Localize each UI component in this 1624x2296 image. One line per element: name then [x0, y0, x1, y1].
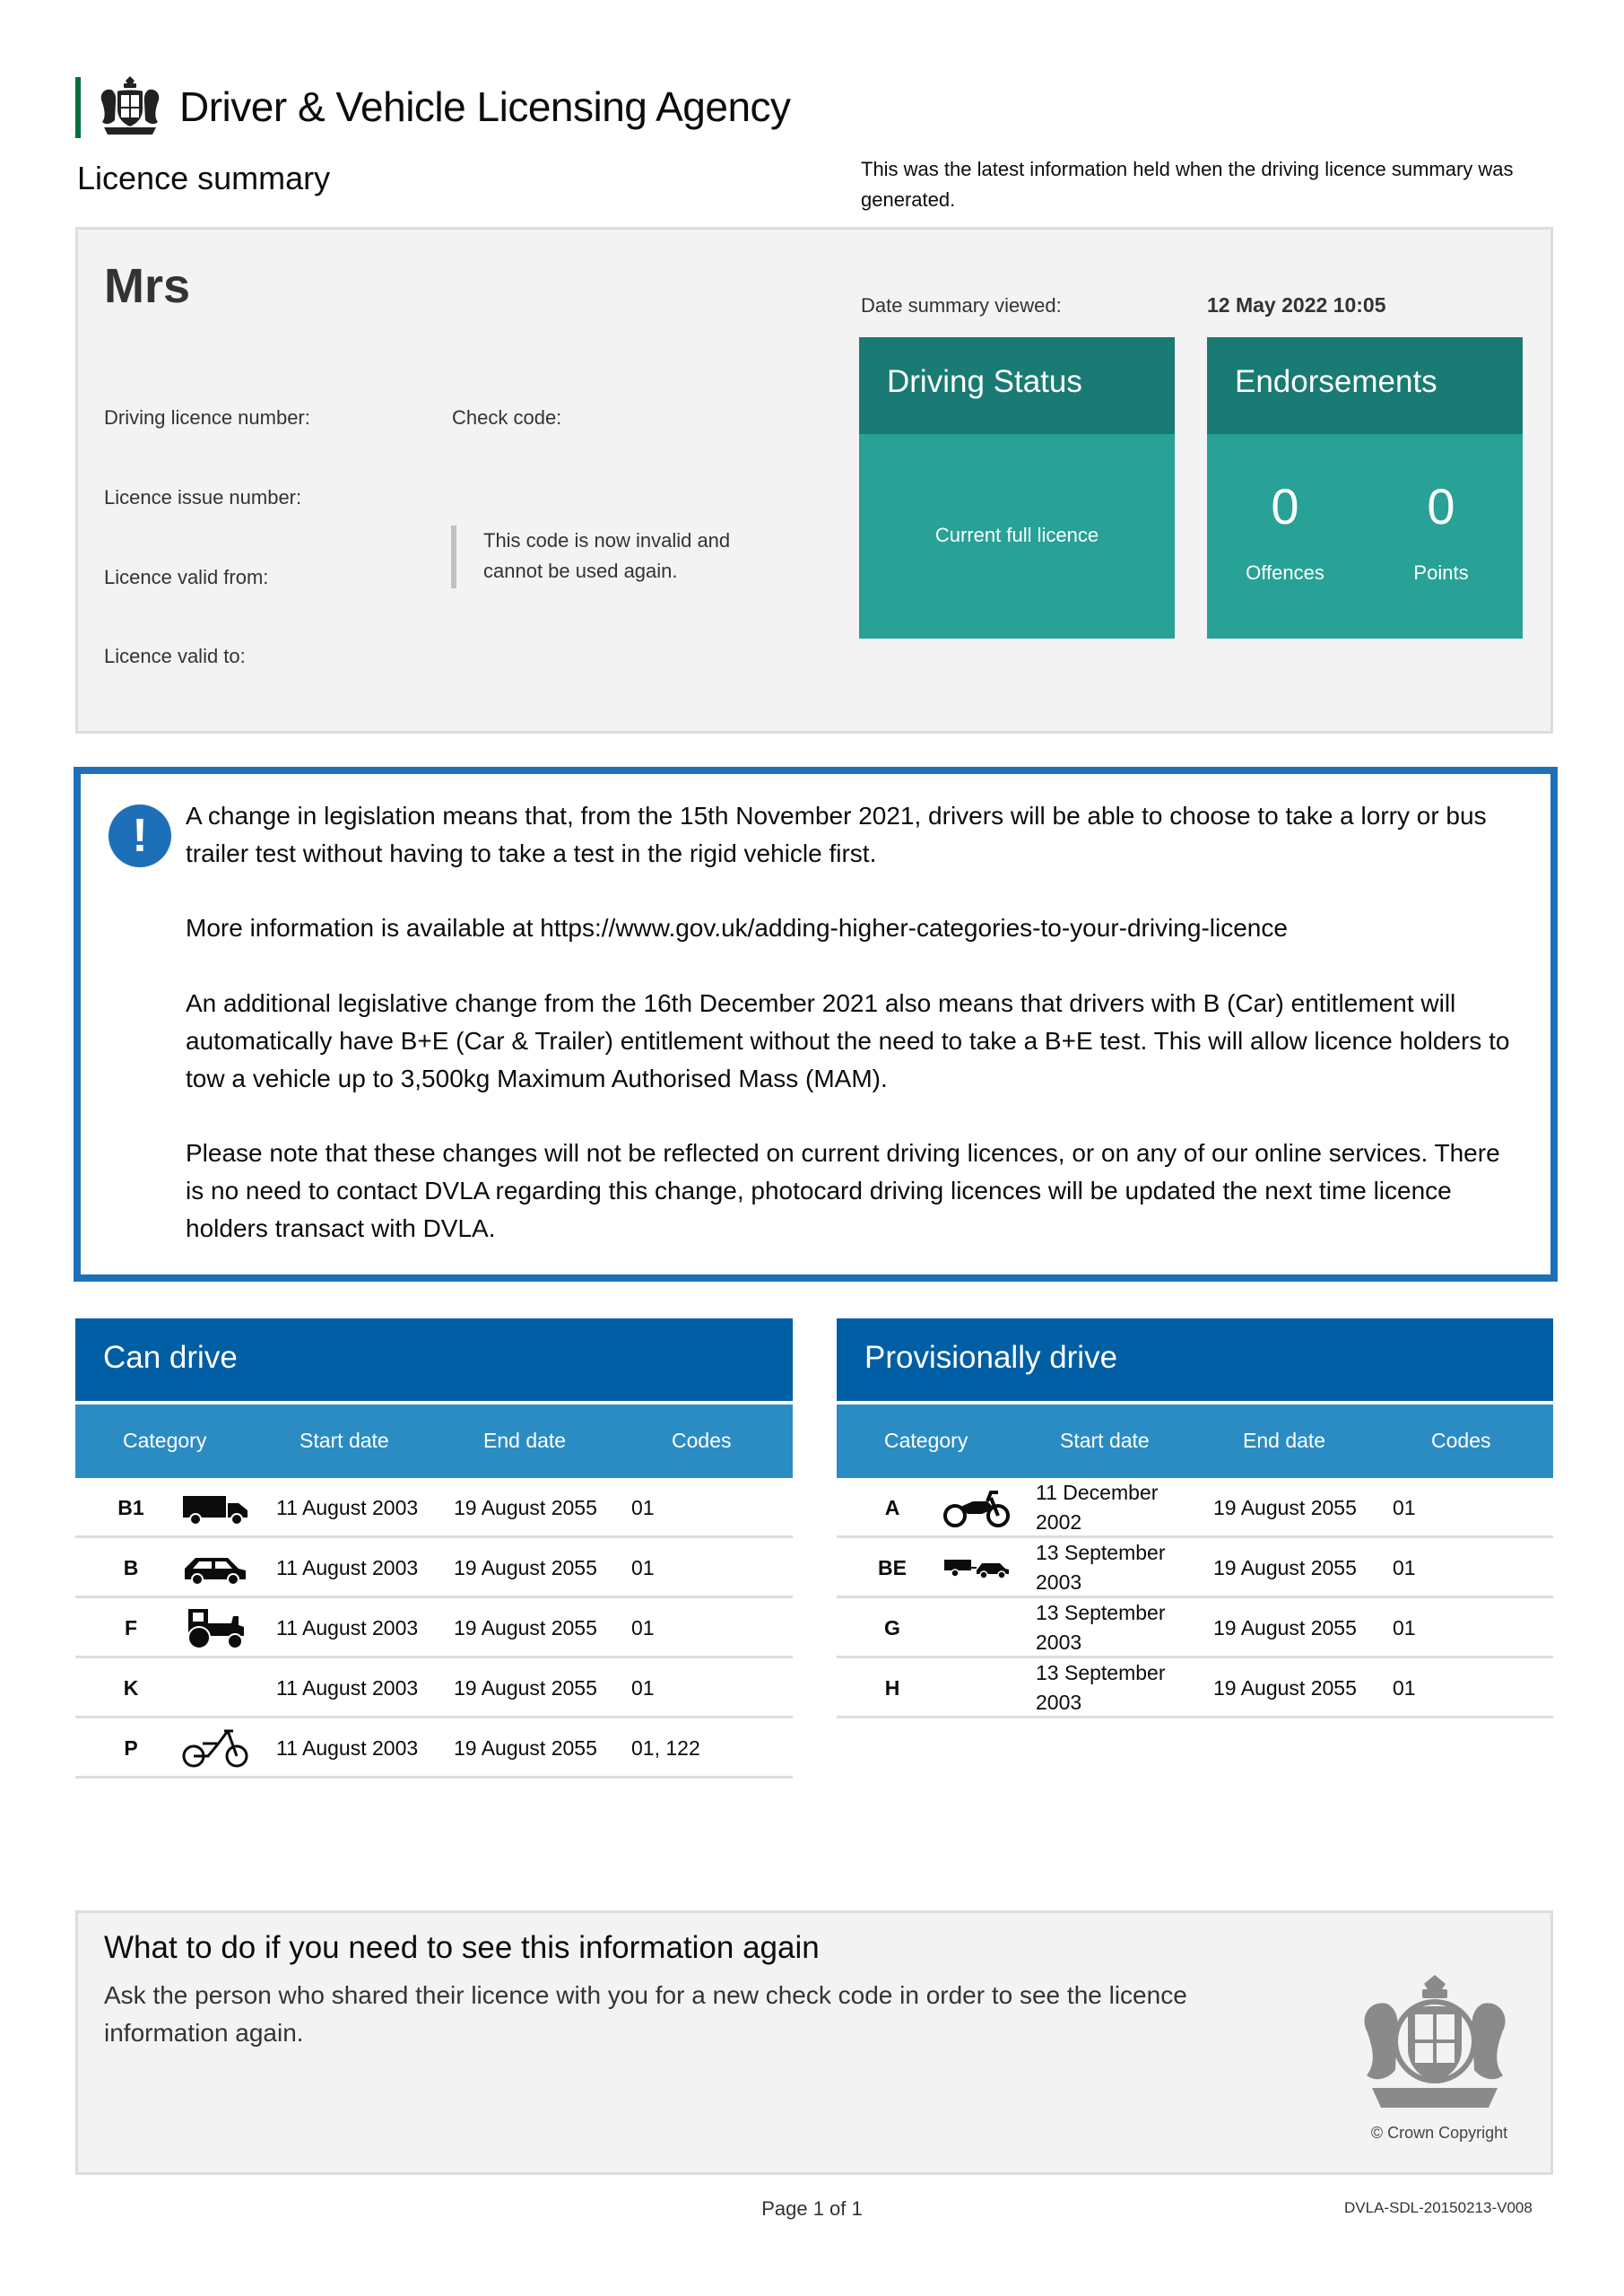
exclamation-icon: !	[109, 804, 171, 867]
offences-label: Offences	[1246, 561, 1324, 584]
column-codes: Codes	[672, 1429, 732, 1452]
codes: 01, 122	[631, 1736, 700, 1760]
category-code: B1	[117, 1496, 144, 1519]
driving-status-title: Driving Status	[859, 337, 1175, 434]
column-category: Category	[123, 1429, 207, 1452]
royal-crest-icon	[93, 75, 167, 138]
start-date: 11 August 2003	[276, 1496, 419, 1519]
agency-name: Driver & Vehicle Licensing Agency	[179, 83, 791, 130]
tractor-icon	[181, 1605, 249, 1650]
codes: 01	[631, 1496, 655, 1519]
car-trailer-icon	[942, 1556, 1011, 1579]
valid-to-label: Licence valid to:	[104, 645, 246, 667]
page-number: Page 1 of 1	[761, 2197, 863, 2220]
column-start-date: Start date	[300, 1429, 389, 1452]
category-code: P	[124, 1736, 138, 1760]
see-again-text: Ask the person who shared their licence with you for a new check code in order to see the licence information again.	[104, 1981, 1187, 2047]
column-end-date: End date	[1243, 1429, 1326, 1452]
category-code: H	[884, 1676, 900, 1700]
page-title: Licence summary	[77, 160, 331, 196]
category-code: G	[884, 1616, 900, 1639]
endorsements-card	[1207, 337, 1523, 639]
table-row	[837, 1478, 1553, 1538]
latest-info-note: This was the latest information held when the driving licence summary was generated.	[861, 158, 1514, 211]
codes: 01	[1393, 1676, 1416, 1700]
end-date: 19 August 2055	[1213, 1556, 1357, 1579]
end-date: 19 August 2055	[454, 1496, 597, 1519]
provisionally-drive-table	[837, 1318, 1553, 1718]
codes: 01	[1393, 1616, 1416, 1639]
date-viewed-value: 12 May 2022 10:05	[1207, 293, 1386, 317]
codes: 01	[631, 1556, 655, 1579]
category-code: F	[124, 1616, 138, 1639]
can-drive-title: Can drive	[75, 1318, 793, 1401]
start-date-line-1: 13 September	[1036, 1601, 1166, 1624]
end-date: 19 August 2055	[1213, 1496, 1357, 1519]
codes: 01	[631, 1676, 655, 1700]
table-row	[837, 1538, 1553, 1598]
moped-icon	[181, 1727, 249, 1769]
car-icon	[181, 1551, 249, 1587]
brand-bar	[75, 77, 81, 138]
start-date-line-1: 13 September	[1036, 1661, 1166, 1684]
van-icon	[181, 1491, 249, 1526]
points-count: 0	[1427, 478, 1455, 535]
notice-paragraph-1: A change in legislation means that, from the 15th November 2021, drivers will be able to choose to take a lorry or bus trailer test without having to take a test in the rigid vehicle first.	[186, 802, 1487, 867]
table-row	[837, 1598, 1553, 1658]
date-viewed-label: Date summary viewed:	[861, 294, 1062, 317]
table-row	[837, 1658, 1553, 1718]
check-code-label: Check code:	[452, 406, 562, 429]
provisionally-drive-title: Provisionally drive	[837, 1318, 1553, 1401]
table-row	[75, 1598, 793, 1658]
category-code: A	[884, 1496, 900, 1519]
table-row	[75, 1658, 793, 1718]
codes: 01	[631, 1616, 655, 1639]
start-date: 11 August 2003	[276, 1616, 419, 1639]
codes: 01	[1393, 1556, 1416, 1579]
document-reference: DVLA-SDL-20150213-V008	[1344, 2199, 1533, 2216]
table-row	[75, 1538, 793, 1598]
royal-coat-of-arms-icon	[1345, 1973, 1524, 2126]
start-date: 11 August 2003	[276, 1556, 419, 1579]
start-date-line-1: 13 September	[1036, 1541, 1166, 1564]
check-code-invalid-note: This code is now invalid and cannot be used again.	[451, 526, 747, 588]
driving-status-value: Current full licence	[934, 524, 1099, 546]
can-drive-table	[75, 1318, 793, 1779]
column-start-date: Start date	[1060, 1429, 1150, 1452]
end-date: 19 August 2055	[454, 1556, 597, 1579]
end-date: 19 August 2055	[1213, 1616, 1357, 1639]
column-end-date: End date	[483, 1429, 567, 1452]
can-drive-column-headers	[75, 1405, 793, 1478]
see-again-title: What to do if you need to see this information again	[104, 1930, 820, 1965]
provisional-column-headers	[837, 1405, 1553, 1478]
end-date: 19 August 2055	[454, 1676, 597, 1700]
table-row	[75, 1718, 793, 1779]
notice-paragraph-2: More information is available at https://www.gov.uk/adding-higher-categories-to-your-driving-licence	[186, 914, 1288, 942]
start-date-line-2: 2003	[1036, 1570, 1082, 1594]
end-date: 19 August 2055	[1213, 1676, 1357, 1700]
column-codes: Codes	[1431, 1429, 1491, 1452]
end-date: 19 August 2055	[454, 1736, 597, 1760]
issue-number-label: Licence issue number:	[104, 486, 302, 509]
start-date: 11 August 2003	[276, 1736, 419, 1760]
start-date-line-2: 2003	[1036, 1631, 1082, 1654]
endorsements-title: Endorsements	[1207, 337, 1523, 434]
motorcycle-icon	[942, 1489, 1011, 1528]
crown-copyright: © Crown Copyright	[1370, 2124, 1508, 2142]
start-date-line-1: 11 December	[1036, 1481, 1159, 1504]
category-code: B	[123, 1556, 139, 1579]
driving-status-card	[859, 337, 1175, 639]
offences-count: 0	[1271, 478, 1299, 535]
table-row	[75, 1478, 793, 1538]
notice-paragraph-4: Please note that these changes will not be reflected on current driving licences, or on any of our online services. There is no need to contact DVLA regarding this change, photocard driving licences will be updated the next time licence holders transact with DVLA.	[186, 1139, 1500, 1242]
valid-from-label: Licence valid from:	[104, 566, 269, 588]
points-label: Points	[1413, 561, 1469, 584]
category-code: K	[123, 1676, 139, 1700]
holder-name: Mrs	[104, 259, 191, 313]
start-date-line-2: 2003	[1036, 1691, 1082, 1714]
codes: 01	[1393, 1496, 1416, 1519]
start-date-line-2: 2002	[1036, 1510, 1082, 1534]
column-category: Category	[884, 1429, 968, 1452]
licence-number-label: Driving licence number:	[104, 406, 310, 429]
start-date: 11 August 2003	[276, 1676, 419, 1700]
notice-paragraph-3: An additional legislative change from the 16th December 2021 also means that drivers with B (Car) entitlement will automatically have B+E (Car & Trailer) entitlement without the need to take a B+E test. This will allow licence holders to tow a vehicle up to 3,500kg Maximum Authorised Mass (MAM).	[186, 989, 1510, 1092]
end-date: 19 August 2055	[454, 1616, 597, 1639]
category-code: BE	[878, 1556, 907, 1579]
